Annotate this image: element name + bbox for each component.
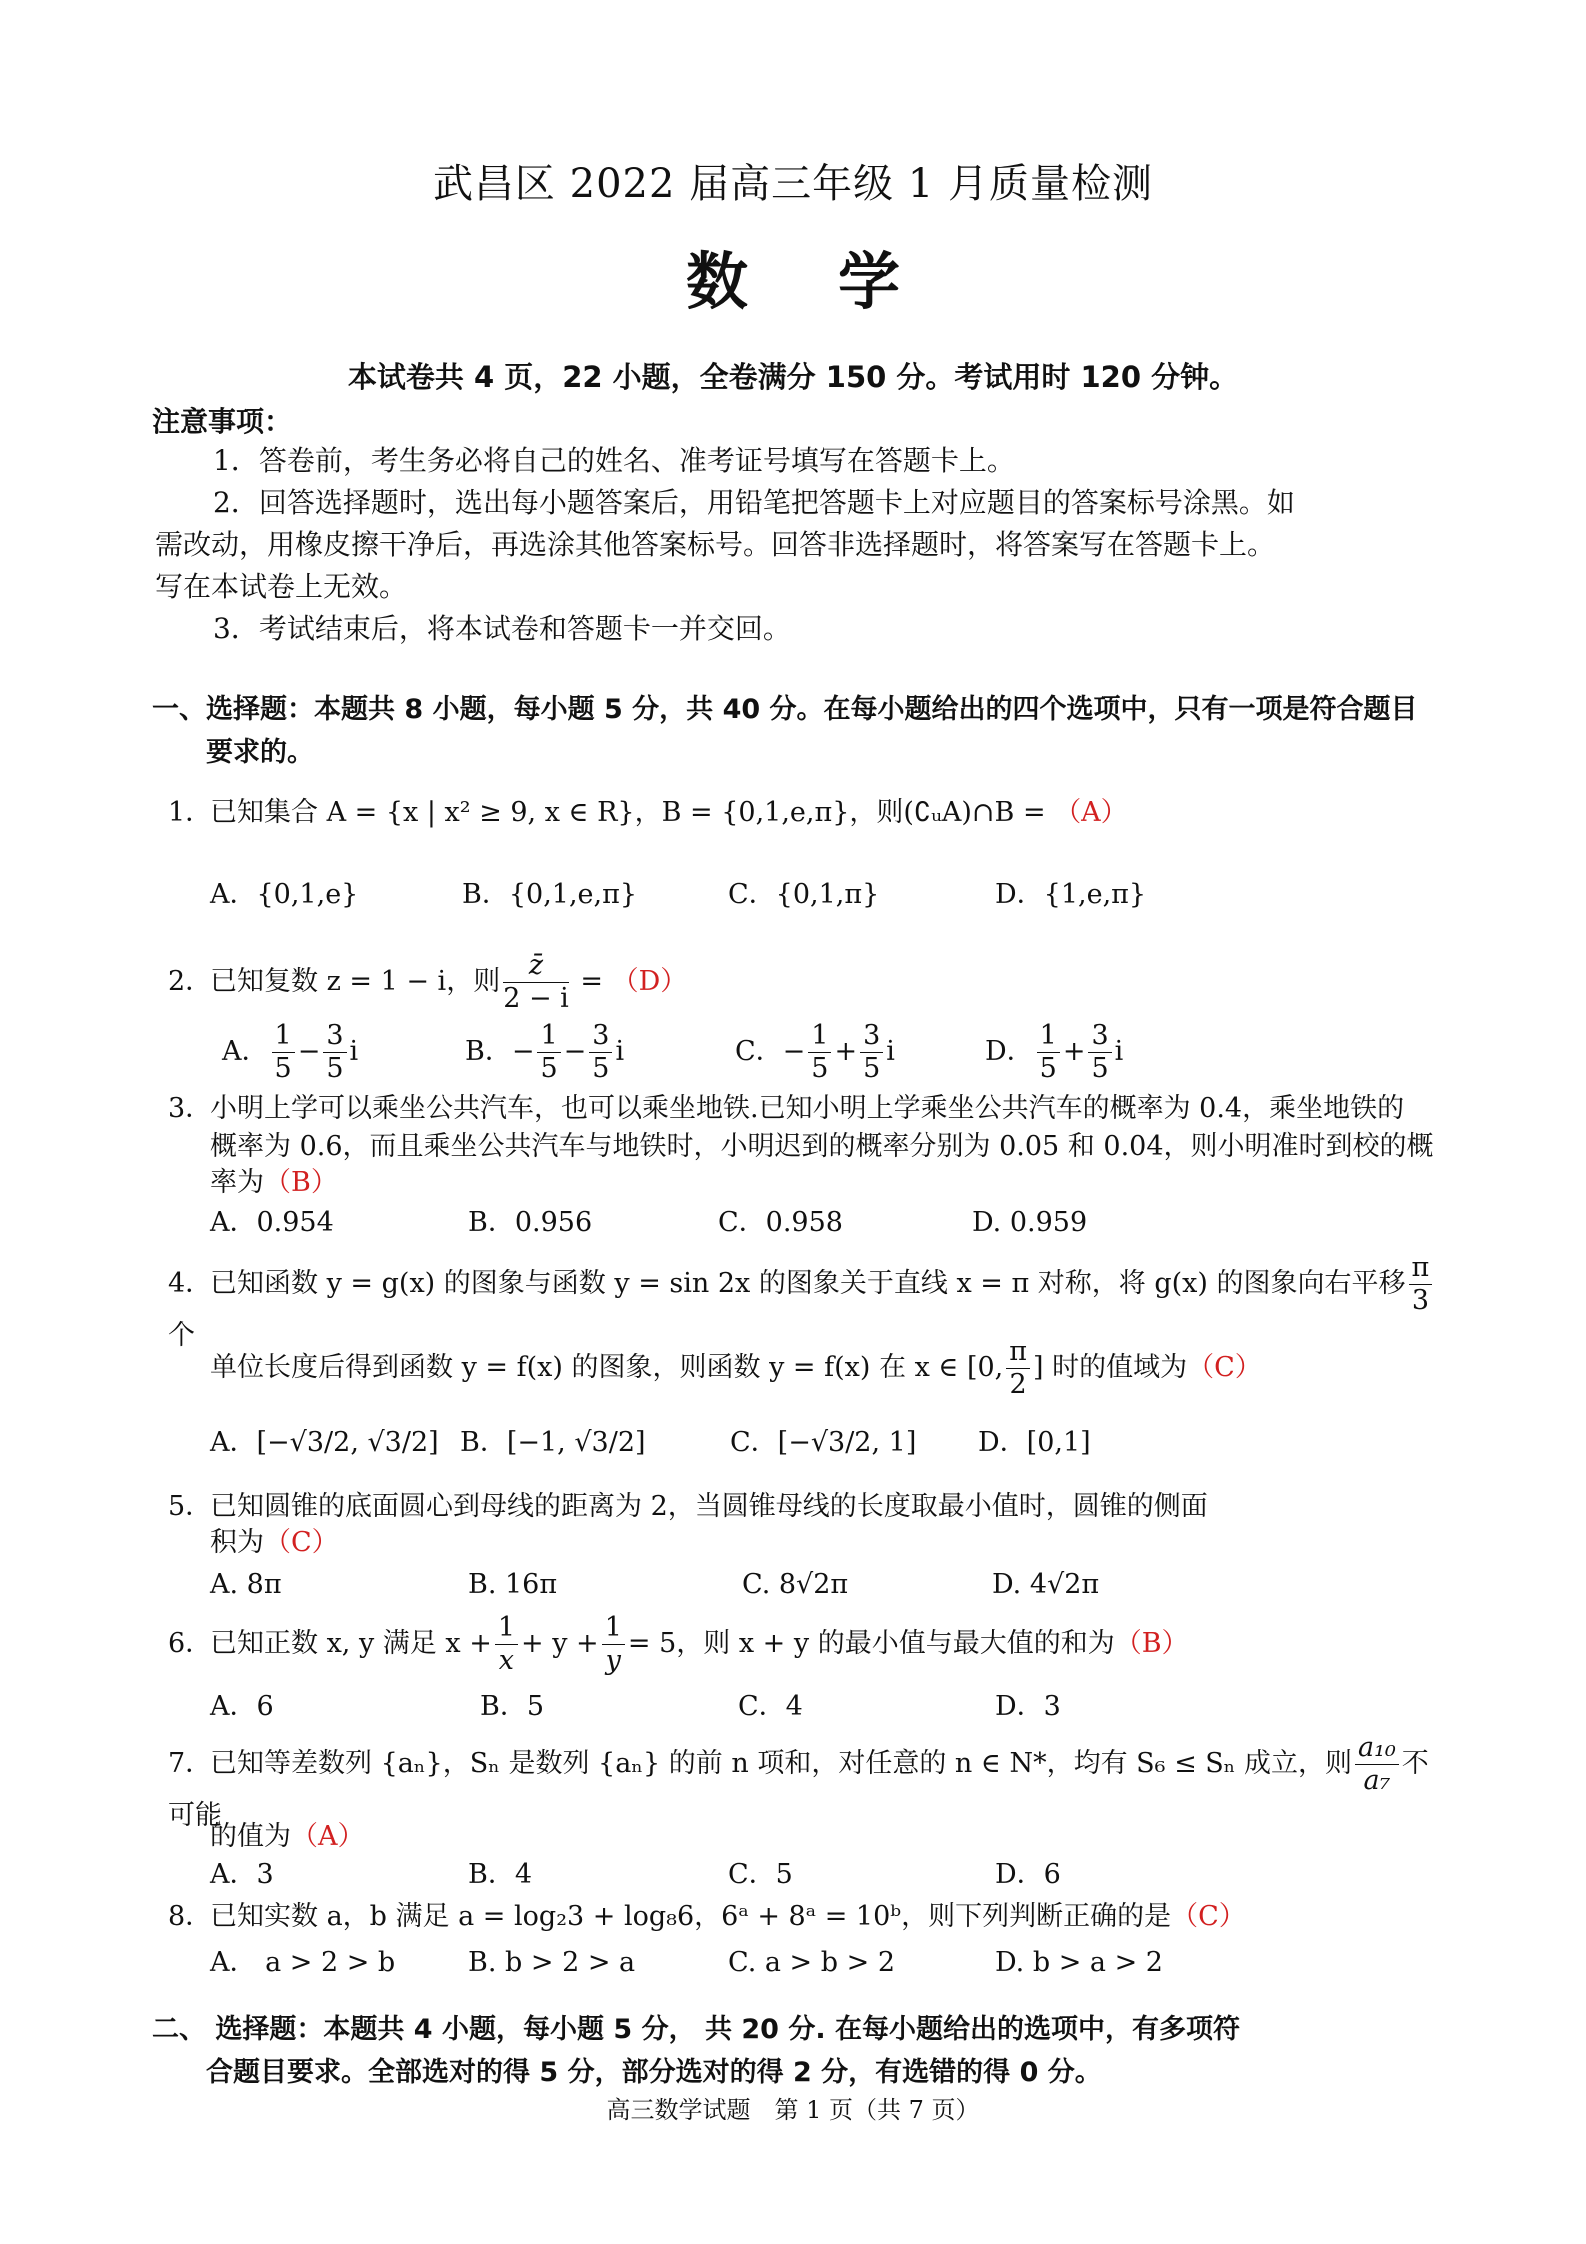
option-unit: i — [349, 1036, 359, 1067]
option-a: A．6 — [210, 1691, 274, 1722]
option-d: D．3 — [995, 1691, 1061, 1722]
section-2-line-2: 合题目要求。全部选对的得 5 分，部分选对的得 2 分，有选错的得 0 分。 — [206, 2057, 1102, 2088]
fraction — [860, 1020, 883, 1085]
numerator: π — [1006, 1336, 1030, 1369]
fraction — [503, 950, 569, 1015]
option-d — [978, 1424, 1091, 1462]
option-text: [−1, √3/2] — [506, 1427, 646, 1458]
option-d: D．{1,e,π} — [995, 879, 1147, 910]
question-text: 已知实数 a，b 满足 a = log₂3 + log₈6，6ᵃ + 8ᵃ = 10ᵇ，则下列判断正确的是 — [210, 1901, 1172, 1932]
question-number: 1． — [168, 797, 213, 828]
option-a — [222, 1020, 358, 1085]
option-a — [210, 1424, 439, 1462]
option-d: D．6 — [995, 1859, 1061, 1890]
question-number: 7． — [168, 1748, 213, 1779]
numerator: 3 — [860, 1020, 883, 1053]
question-text: + y + — [521, 1628, 599, 1659]
fraction — [1037, 1020, 1060, 1085]
question-text: 已知函数 y = g(x) 的图象与函数 y = sin 2x 的图象关于直线 x = π 对称，将 g(x) 的图象向右平移 — [210, 1268, 1406, 1299]
question-text: 积为 — [210, 1527, 264, 1558]
answer-mark: （C） — [1171, 1901, 1246, 1932]
option-sign: − — [511, 1036, 535, 1067]
option-unit: i — [1114, 1036, 1124, 1067]
denominator: 5 — [592, 1053, 610, 1084]
denominator: y — [605, 1645, 621, 1676]
option-a: A．{0,1,e} — [210, 879, 359, 910]
question-text: 已知圆锥的底面圆心到母线的距离为 2，当圆锥母线的长度取最小值时，圆锥的侧面 — [210, 1491, 1208, 1522]
option-sign: + — [1062, 1036, 1086, 1067]
numerator: 1 — [602, 1612, 625, 1645]
answer-mark: （B） — [1114, 1628, 1189, 1659]
question-text-end: = 5，则 x + y 的最小值与最大值的和为 — [627, 1628, 1115, 1659]
answer-mark: （A） — [1054, 797, 1128, 828]
option-sign: − — [782, 1036, 806, 1067]
denominator: a₇ — [1363, 1765, 1391, 1796]
option-unit: i — [886, 1036, 895, 1067]
option-b: B．0.956 — [468, 1207, 593, 1238]
numerator: 3 — [589, 1020, 612, 1053]
answer-mark: （D） — [611, 966, 688, 997]
denominator: x — [498, 1645, 515, 1676]
fraction — [808, 1020, 831, 1085]
question-number: 8． — [168, 1901, 213, 1932]
question-text: 已知复数 z = 1 − i，则 — [210, 966, 501, 997]
option-b: B．4 — [468, 1859, 533, 1890]
question-text-end: 不可能 — [168, 1748, 1429, 1831]
question-text: 的值为 — [210, 1821, 291, 1852]
numerator: 1 — [1037, 1020, 1060, 1053]
option-c: C．4 — [738, 1691, 803, 1722]
question-3 — [168, 1090, 1453, 1128]
notice-item-2-cont: 需改动，用橡皮擦干净后，再选涂其他答案标号。回答非选择题时，将答案写在答题卡上。 — [155, 528, 1276, 561]
option-d: D. 4√2π — [992, 1569, 1100, 1600]
option-label: B． — [465, 1036, 512, 1067]
section-2-line-1: 二、 选择题：本题共 4 小题，每小题 5 分， 共 20 分. 在每小题给出的选项中，有多项符 — [152, 2014, 1241, 2045]
option-text: [−√3/2, 1] — [777, 1427, 917, 1458]
option-d: D. 0.959 — [972, 1207, 1088, 1238]
denominator: 3 — [1411, 1285, 1429, 1316]
option-c — [735, 1020, 895, 1085]
option-sign: − — [297, 1036, 321, 1067]
denominator: 5 — [540, 1053, 558, 1084]
notice-item-3: 3．考试结束后，将本试卷和答题卡一并交回。 — [213, 612, 791, 645]
option-b: B. 16π — [468, 1569, 558, 1600]
question-7-line-2 — [210, 1818, 1450, 1856]
fraction — [537, 1020, 560, 1085]
page-footer: 高三数学试题 第 1 页（共 7 页） — [606, 2096, 980, 2124]
numerator: z̄ — [503, 950, 569, 983]
option-a: A. 8π — [210, 1569, 282, 1600]
question-6 — [168, 1612, 1453, 1677]
option-unit: i — [615, 1036, 625, 1067]
option-b: B．{0,1,e,π} — [462, 879, 638, 910]
option-text: [−√3/2, √3/2] — [256, 1427, 439, 1458]
section-1-line-2: 要求的。 — [206, 737, 314, 768]
numerator: 1 — [808, 1020, 831, 1053]
question-text-end: = — [571, 966, 612, 997]
option-d: D. b > a > 2 — [995, 1947, 1163, 1978]
fraction — [1006, 1336, 1030, 1401]
exam-title: 武昌区 2022 届高三年级 1 月质量检测 — [432, 161, 1154, 207]
denominator: 5 — [863, 1053, 881, 1084]
option-c: C．0.958 — [718, 1207, 843, 1238]
option-label: C． — [730, 1427, 778, 1458]
option-label: C． — [735, 1036, 783, 1067]
fraction — [272, 1020, 295, 1085]
section-1-heading — [152, 688, 1452, 774]
option-label: A． — [210, 1427, 257, 1458]
numerator: a₁₀ — [1355, 1732, 1399, 1765]
numerator: π — [1409, 1252, 1433, 1285]
option-a: A． a > 2 > b — [210, 1947, 396, 1978]
notice-list — [155, 440, 1445, 650]
numerator: 1 — [495, 1612, 518, 1645]
question-text-end: ] 时的值域为 — [1033, 1352, 1188, 1383]
question-number: 4． — [168, 1268, 213, 1299]
question-2 — [168, 950, 1453, 1015]
question-3-line-2: 概率为 0.6，而且乘坐公共汽车与地铁时，小明迟到的概率分别为 0.05 和 0.04，则小明准时到校的概 — [210, 1131, 1434, 1162]
option-c: C. 8√2π — [742, 1569, 849, 1600]
option-label: D． — [985, 1036, 1034, 1067]
option-label: B． — [460, 1427, 507, 1458]
answer-mark: （C） — [1187, 1352, 1262, 1383]
notice-item-2-end: 写在本试卷上无效。 — [155, 570, 408, 603]
option-sign: − — [563, 1036, 587, 1067]
numerator: 1 — [537, 1020, 560, 1053]
question-text: 已知等差数列 {aₙ}，Sₙ 是数列 {aₙ} 的前 n 项和，对任意的 n ∈ N*，均有 S₆ ≤ Sₙ 成立，则 — [210, 1748, 1353, 1779]
notice-heading: 注意事项： — [152, 405, 293, 438]
fraction — [602, 1612, 625, 1677]
option-text: [0,1] — [1026, 1427, 1091, 1458]
question-5-line-2 — [210, 1524, 1450, 1562]
option-label: A． — [222, 1036, 269, 1067]
question-4-line-2 — [210, 1336, 1450, 1401]
denominator: 2 − i — [503, 983, 569, 1014]
numerator: 3 — [323, 1020, 346, 1053]
answer-mark: （C） — [264, 1527, 339, 1558]
fraction — [495, 1612, 518, 1677]
denominator: 5 — [1091, 1053, 1109, 1084]
question-text: 已知正数 x, y 满足 x + — [210, 1628, 492, 1659]
numerator: 1 — [272, 1020, 295, 1053]
question-text: 小明上学可以乘坐公共汽车，也可以乘坐地铁.已知小明上学乘坐公共汽车的概率为 0.4，乘坐地铁的 — [210, 1093, 1405, 1124]
question-number: 3． — [168, 1093, 213, 1124]
answer-mark: （A） — [291, 1821, 365, 1852]
question-text: 率为 — [210, 1167, 264, 1198]
question-number: 6． — [168, 1628, 213, 1659]
question-text: 已知集合 A = {x | x² ≥ 9, x ∈ R}，B = {0,1,e,π}，则(∁ᵤA)∩B = — [210, 797, 1055, 828]
exam-intro: 本试卷共 4 页，22 小题，全卷满分 150 分。考试用时 120 分钟。 — [347, 360, 1239, 394]
question-2-options — [210, 1020, 1440, 1090]
question-1 — [168, 794, 1453, 832]
fraction — [1088, 1020, 1111, 1085]
section-1-line-1: 一、选择题：本题共 8 小题，每小题 5 分，共 40 分。在每小题给出的四个选项中，只有一项是符合题目 — [152, 694, 1418, 725]
option-c — [730, 1424, 916, 1462]
option-d — [985, 1020, 1123, 1085]
option-b: B．5 — [480, 1691, 545, 1722]
question-3-line-3 — [210, 1164, 1450, 1202]
option-c: C. a > b > 2 — [728, 1947, 895, 1978]
denominator: 2 — [1009, 1369, 1027, 1400]
option-c: C．{0,1,π} — [728, 879, 880, 910]
denominator: 5 — [811, 1053, 829, 1084]
notice-item-2: 2．回答选择题时，选出每小题答案后，用铅笔把答题卡上对应题目的答案标号涂黑。如 — [213, 486, 1295, 519]
question-text: 单位长度后得到函数 y = f(x) 的图象，则函数 y = f(x) 在 x ∈ [0, — [210, 1352, 1004, 1383]
question-number: 5． — [168, 1491, 213, 1522]
numerator: 3 — [1088, 1020, 1111, 1053]
option-c: C．5 — [728, 1859, 793, 1890]
question-8 — [168, 1898, 1453, 1936]
denominator: 5 — [326, 1053, 344, 1084]
denominator: 5 — [1039, 1053, 1057, 1084]
fraction — [589, 1020, 612, 1085]
option-b — [465, 1020, 624, 1085]
question-text-end: 个 — [168, 1320, 195, 1351]
answer-mark: （B） — [264, 1167, 338, 1198]
section-2-heading — [152, 2008, 1452, 2094]
question-number: 2． — [168, 966, 213, 997]
notice-item-1: 1．答卷前，考生务必将自己的姓名、准考证号填写在答题卡上。 — [213, 444, 1015, 477]
option-sign: + — [834, 1036, 858, 1067]
denominator: 5 — [274, 1053, 292, 1084]
option-a: A．0.954 — [210, 1207, 334, 1238]
option-b: B. b > 2 > a — [468, 1947, 636, 1978]
option-a: A．3 — [210, 1859, 274, 1890]
option-label: D． — [978, 1427, 1027, 1458]
question-5 — [168, 1488, 1453, 1526]
subject-title: 数学 — [685, 245, 990, 318]
fraction — [1409, 1252, 1433, 1317]
option-b — [460, 1424, 646, 1462]
fraction — [1355, 1732, 1399, 1797]
fraction — [323, 1020, 346, 1085]
